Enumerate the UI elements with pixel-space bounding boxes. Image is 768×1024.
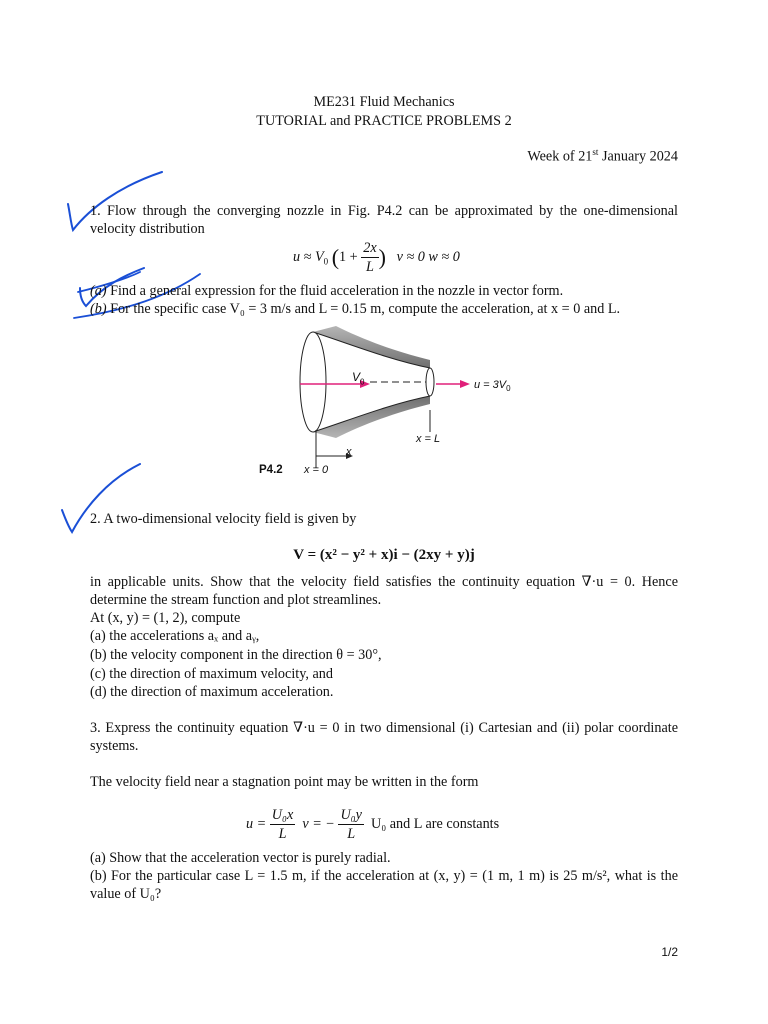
q2-part-d: (d) the direction of maximum acceleration.	[90, 684, 334, 700]
q3-eq-tail: U₀ and L are constants	[371, 815, 500, 832]
fig-outlet-label	[474, 376, 511, 398]
q1-part-a	[90, 282, 563, 300]
q2-text2: At (x, y) = (1, 2), compute	[90, 610, 241, 626]
checkmark-q2-icon	[56, 460, 156, 540]
fig-x-text: x	[346, 446, 352, 458]
fig-v0-sub: 0	[360, 377, 365, 387]
fig-label: P4.2	[259, 464, 283, 476]
q3-eq-v-num: U₀y	[340, 807, 362, 823]
fig-v0-v: V	[352, 370, 361, 384]
q1-eq-paren-l: 1 +	[339, 248, 358, 265]
q2-part-b: (b) the velocity component in the direction θ = 30°,	[90, 647, 382, 663]
fig-xL-text: x = L	[416, 433, 441, 445]
week-pre: Week of 21	[527, 148, 593, 165]
q2-text1: in applicable units. Show that the velocity field satisfies the continuity equation ∇·u = 0. Hence determine the stream function and plot streamlines.	[90, 574, 678, 608]
q3-eq-v-den: L	[347, 826, 356, 842]
fig-x0-label	[304, 461, 328, 479]
q3-part-a: (a) Show that the acceleration vector is purely radial.	[90, 850, 391, 866]
week-sup: st	[592, 147, 599, 157]
q1-part-b-label: (b)	[90, 301, 107, 317]
q3-eq-v: v = −	[302, 815, 335, 832]
fig-xL-label	[416, 430, 440, 448]
q1-eq-fraction	[361, 239, 378, 276]
fig-x0-text: x = 0	[304, 464, 329, 476]
q1-part-b	[90, 300, 620, 318]
q2-eq-text: V = (x² − y² + x)i − (2xy + y)j	[293, 547, 475, 563]
q3-eq-u-den: L	[278, 826, 287, 842]
q1-eq-sub: 0	[323, 256, 329, 267]
document-title: TUTORIAL and PRACTICE PROBLEMS 2	[256, 113, 512, 129]
q1-eq-lhs: u ≈ V	[293, 248, 324, 265]
q1-eq-rest: v ≈ 0 w ≈ 0	[396, 248, 460, 265]
q3-part-b: (b) For the particular case L = 1.5 m, if the acceleration at (x, y) = (1 m, 1 m) is 25 m/s², what is the value of U₀?	[90, 868, 678, 902]
nozzle-figure	[250, 322, 550, 482]
q3-eq-u-num: U₀x	[271, 807, 294, 823]
q1-part-a-label: (a)	[90, 283, 107, 299]
outlet-ellipse	[426, 368, 434, 396]
course-title: ME231 Fluid Mechanics	[313, 94, 455, 110]
nozzle-lower-wall	[313, 396, 430, 438]
fig-outlet-sub: 0	[506, 384, 511, 394]
q2-equation	[0, 546, 768, 564]
fig-outlet-u: u = 3V	[474, 379, 507, 391]
q3-eq-u: u =	[246, 815, 267, 832]
fig-x-axis-label	[346, 443, 352, 461]
q2-intro: 2. A two-dimensional velocity field is given by	[90, 511, 357, 527]
nozzle-upper-wall	[313, 326, 430, 368]
page-number: 1/2	[661, 945, 678, 959]
q3-equation	[246, 806, 499, 843]
q1-equation: $u \approx V_0$ (1 + $\frac{2x}{L}$ ) v ≈ 0 w ≈ 0	[293, 240, 460, 275]
fig-v0-label	[352, 368, 364, 391]
q2-part-a: (a) the accelerations aₓ and aᵧ,	[90, 628, 260, 644]
q1-part-a-text: Find a general expression for the fluid acceleration in the nozzle in vector form.	[106, 283, 564, 299]
q1-intro: 1. Flow through the converging nozzle in Fig. P4.2 can be approximated by the one-dimensional velocity distribution	[90, 203, 678, 237]
q3-text1: 3. Express the continuity equation ∇·u = 0 in two dimensional (i) Cartesian and (ii) polar coordinate systems.	[90, 720, 678, 754]
week-date	[527, 143, 678, 166]
inlet-ellipse	[300, 332, 326, 432]
q1-part-b-text: For the specific case V₀ = 3 m/s and L = 0.15 m, compute the acceleration, at x = 0 and L.	[106, 301, 621, 317]
q2-part-c: (c) the direction of maximum velocity, and	[90, 666, 333, 682]
week-post: January 2024	[598, 148, 678, 165]
q1-eq-num: 2x	[363, 240, 377, 256]
q1-eq-den: L	[365, 259, 374, 275]
q3-text2: The velocity field near a stagnation point may be written in the form	[90, 774, 479, 790]
